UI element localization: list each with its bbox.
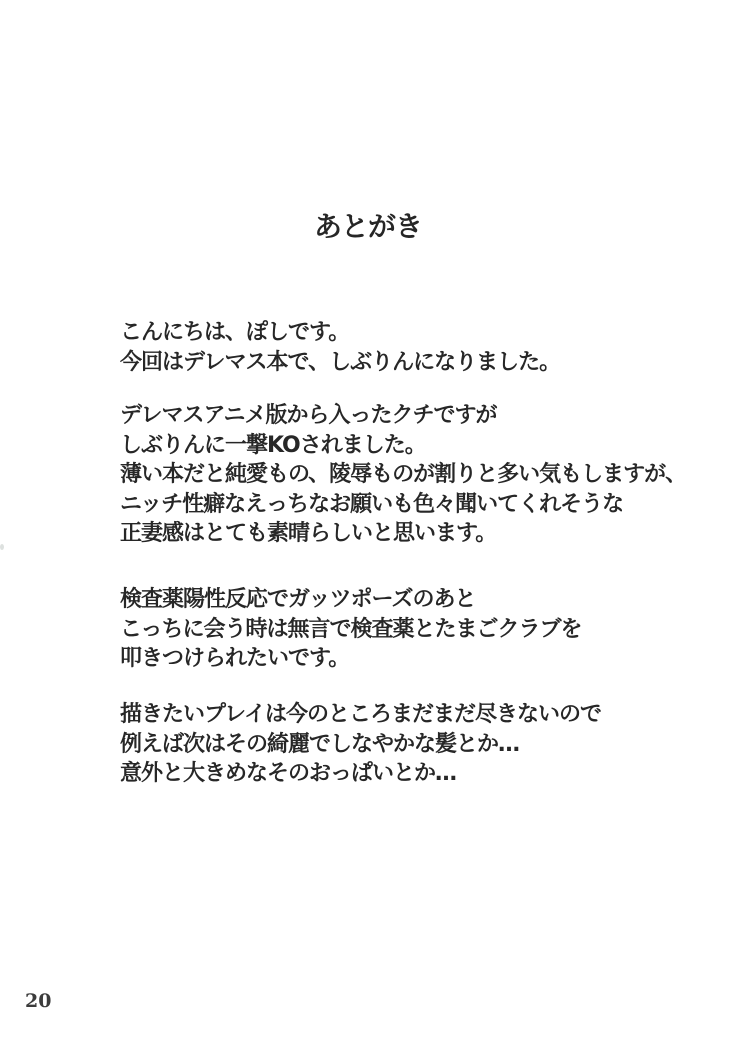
scan-artifact <box>0 544 4 550</box>
text-line: 例えば次はその綺麗でしなやかな髪とか… <box>120 731 520 757</box>
text-line: 意外と大きめなそのおっぱいとか… <box>120 761 457 786</box>
text-line: 今回はデレマス本で、しぶりんになりました。 <box>120 349 561 375</box>
page-title: あとがき <box>313 210 422 243</box>
page-number: 20 <box>25 990 52 1012</box>
text-line: 検査薬陽性反応でガッツポーズのあと <box>120 587 476 612</box>
text-line: 叩きつけられたいです。 <box>120 646 350 671</box>
text-line: 描きたいプレイは今のところまだまだ尽きないので <box>120 702 602 727</box>
text-line: しぶりんに一撃KOされました。 <box>120 432 426 458</box>
paragraph-greeting <box>120 318 720 377</box>
paragraph-future-plans <box>120 700 720 789</box>
text-line: 薄い本だと純愛もの、陵辱ものが割りと多い気もしますが、 <box>120 462 687 487</box>
text-line: 正妻感はとても素晴らしいと思います。 <box>120 521 497 546</box>
paragraph-wish <box>120 585 720 674</box>
text-line: ニッチ性癖なえっちなお願いも色々聞いてくれそうな <box>120 491 624 517</box>
text-line: デレマスアニメ版から入ったクチですが <box>120 403 497 428</box>
text-line: こんにちは、ぽしです。 <box>120 320 350 345</box>
text-line: こっちに会う時は無言で検査薬とたまごクラブを <box>120 616 582 642</box>
paragraph-impression <box>120 401 720 549</box>
